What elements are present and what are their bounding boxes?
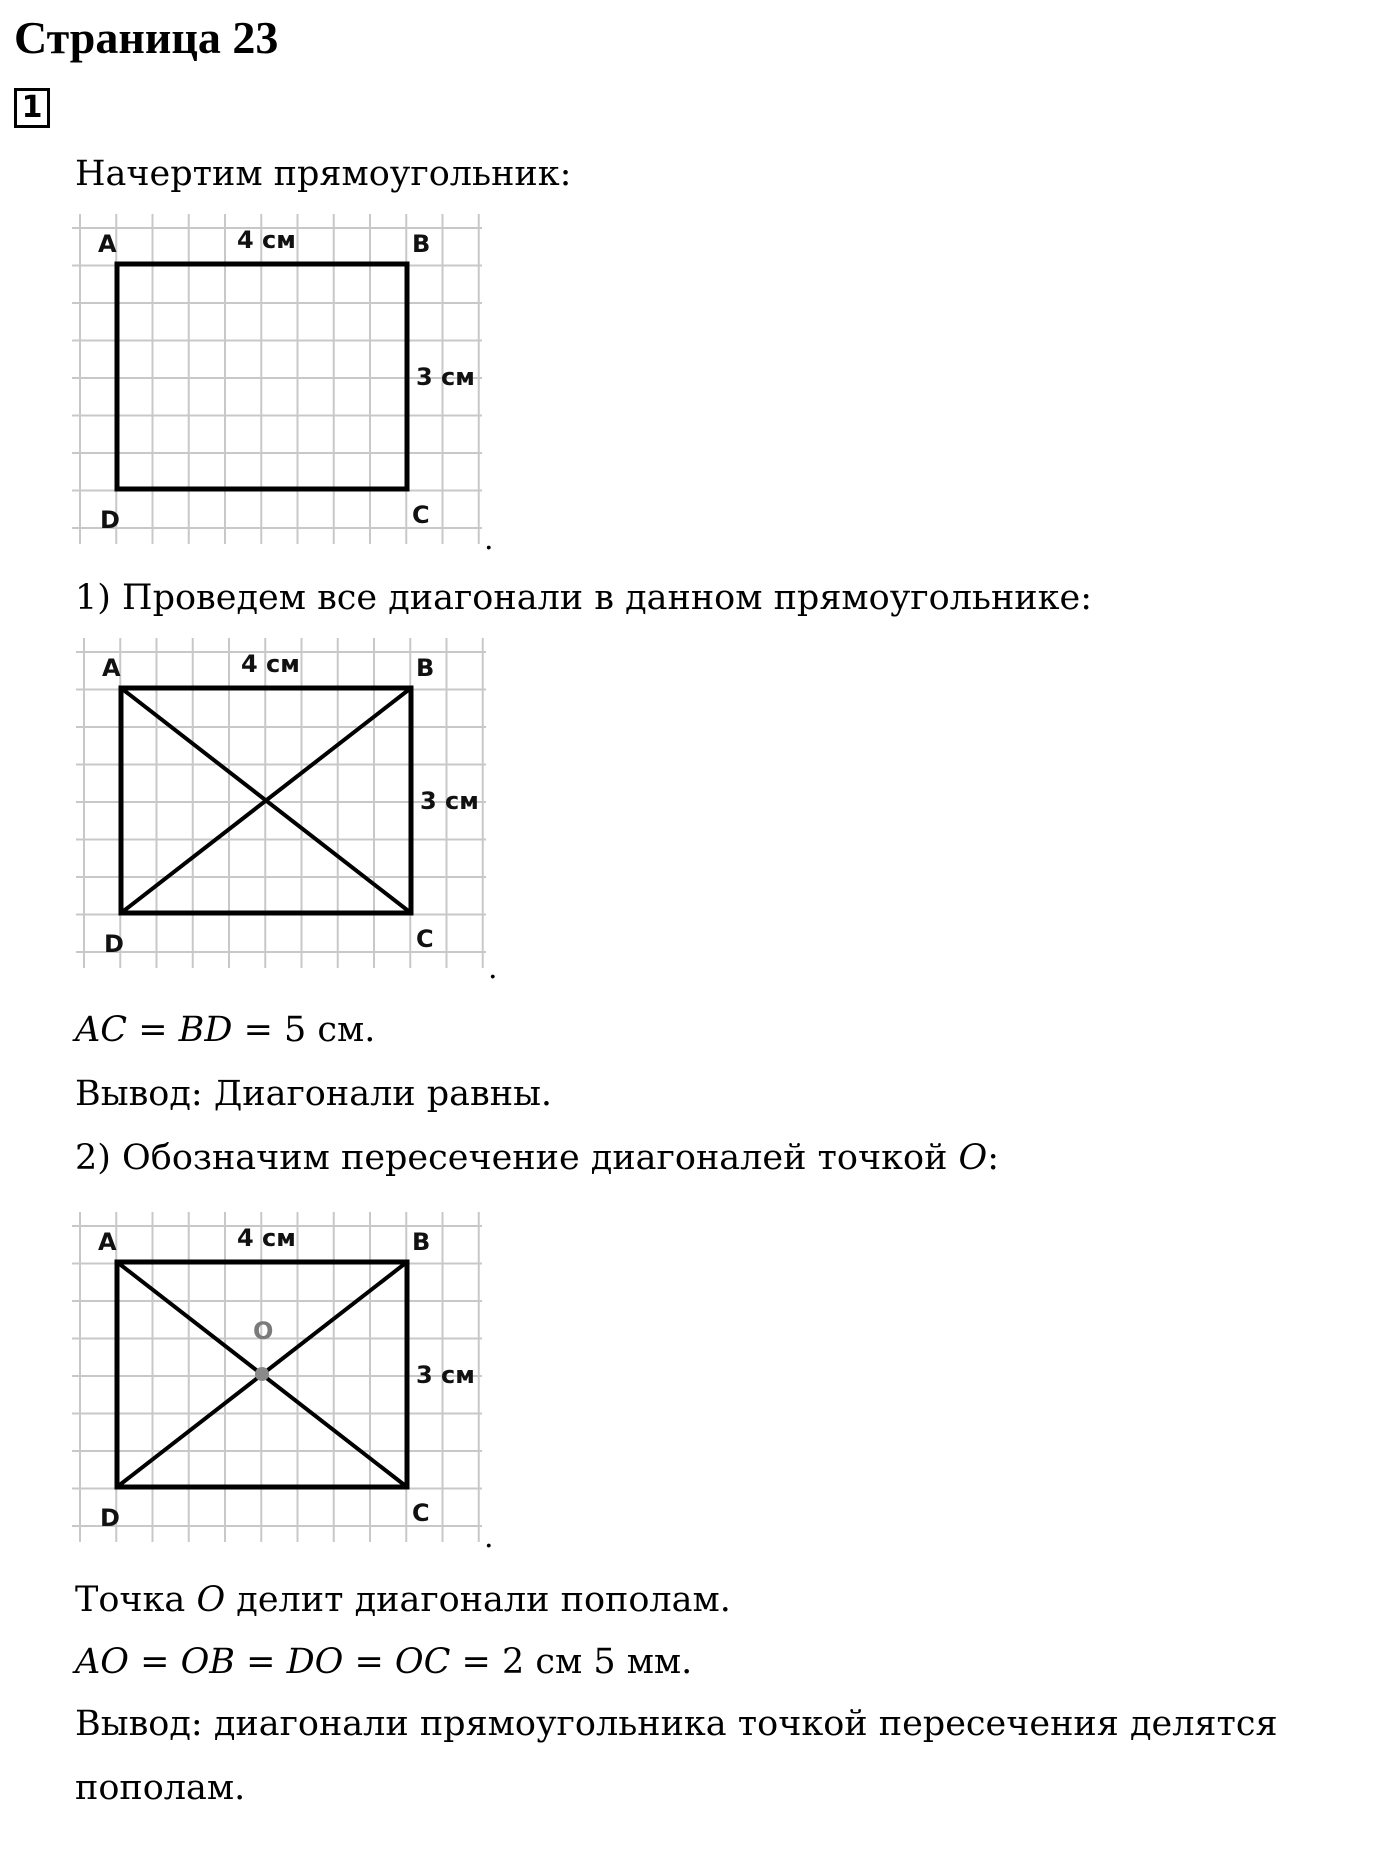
halves-suffix: делит диагонали пополам. <box>225 1580 731 1620</box>
step2-label: 2) Обозначим пересечение диагоналей точкой <box>75 1138 959 1178</box>
vertex-label-d: D <box>104 930 124 958</box>
equals-sign: = <box>450 1642 502 1682</box>
vertex-label-a: A <box>102 654 121 682</box>
halves-statement <box>75 1576 731 1624</box>
segment-do: DO <box>286 1642 344 1682</box>
equals-sign: = <box>127 1010 179 1050</box>
segment-bd: BD <box>178 1010 233 1050</box>
figure-intersection <box>72 1212 532 1552</box>
figure-diagonals-svg <box>76 638 536 983</box>
width-label: 4 см <box>241 650 300 678</box>
width-label: 4 см <box>237 226 296 254</box>
step2-colon: : <box>987 1138 1000 1178</box>
point-o-symbol: O <box>196 1580 226 1620</box>
task-number-box: 1 <box>14 88 50 128</box>
center-point-o <box>255 1367 269 1381</box>
segment-ac: AC <box>75 1010 128 1050</box>
vertex-label-c: C <box>416 925 434 953</box>
vertex-label-c: C <box>412 501 430 529</box>
equality-halves <box>75 1638 692 1686</box>
equals-sign: = <box>128 1642 181 1682</box>
figure-diagonals <box>76 638 536 983</box>
segment-ao: AO <box>75 1642 129 1682</box>
height-label: 3 см <box>416 1361 475 1389</box>
vertex-label-b: B <box>416 654 435 682</box>
vertex-label-c: C <box>412 1499 430 1527</box>
figure-rectangle-svg <box>72 214 532 554</box>
equals-sign: = <box>343 1642 395 1682</box>
page-title: Страница 23 <box>14 12 279 63</box>
halves-prefix: Точка <box>75 1580 197 1620</box>
vertex-label-a: A <box>98 230 117 258</box>
figure-end-dot: . <box>484 1520 494 1552</box>
height-label: 3 см <box>420 787 479 815</box>
step2-text <box>75 1134 999 1182</box>
equality-diagonals <box>75 1006 375 1054</box>
vertex-label-d: D <box>100 1504 120 1532</box>
intro-text: Начертим прямоугольник: <box>75 154 572 194</box>
figure-end-dot: . <box>488 951 498 983</box>
vertex-label-b: B <box>412 230 431 258</box>
half-diagonal-length: 2 см 5 мм. <box>501 1642 693 1682</box>
vertex-label-a: A <box>98 1228 117 1256</box>
figure-end-dot: . <box>484 522 494 554</box>
equals-sign: = <box>232 1010 285 1050</box>
step1-text: 1) Проведем все диагонали в данном прямоугольнике: <box>75 578 1093 618</box>
conclusion-1: Вывод: Диагонали равны. <box>75 1074 553 1114</box>
point-o-symbol: O <box>958 1138 988 1178</box>
figure-rectangle <box>72 214 532 554</box>
segment-oc: OC <box>394 1642 451 1682</box>
equals-sign: = <box>234 1642 287 1682</box>
width-label: 4 см <box>237 1224 296 1252</box>
figure-intersection-svg <box>72 1212 532 1552</box>
diagonal-length: 5 см. <box>284 1010 376 1050</box>
height-label: 3 см <box>416 363 475 391</box>
center-label-o: O <box>253 1317 274 1345</box>
segment-ob: OB <box>180 1642 235 1682</box>
vertex-label-d: D <box>100 506 120 534</box>
conclusion-2-line-2: пополам. <box>75 1768 246 1808</box>
conclusion-2-line-1: Вывод: диагонали прямоугольника точкой пересечения делятся <box>75 1704 1278 1744</box>
vertex-label-b: B <box>412 1228 431 1256</box>
